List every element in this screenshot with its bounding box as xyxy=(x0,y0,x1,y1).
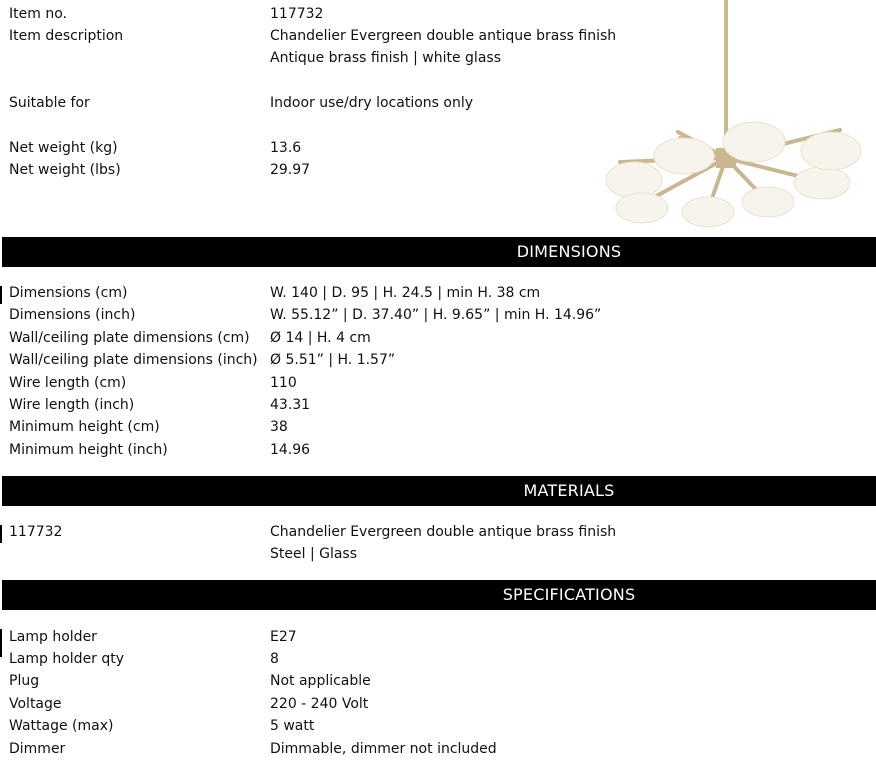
dimensions-value: 110 xyxy=(270,375,297,391)
net-weight-lbs-label: Net weight (lbs) xyxy=(9,162,121,178)
dimensions-value: Ø 5.51” | H. 1.57” xyxy=(270,352,396,368)
chandelier-product-image xyxy=(600,0,870,235)
dimensions-value: 43.31 xyxy=(270,397,311,413)
dimensions-value: 38 xyxy=(270,419,288,435)
dimensions-label: Wire length (cm) xyxy=(9,375,127,391)
spec-value: Dimmable, dimmer not included xyxy=(270,741,497,757)
specifications-title: SPECIFICATIONS xyxy=(502,585,636,604)
spec-label: Wattage (max) xyxy=(9,718,114,734)
item-description-label: Item description xyxy=(9,28,124,44)
dimensions-marker xyxy=(0,286,2,304)
dimensions-header-bar xyxy=(2,237,876,267)
dimensions-value: Ø 14 | H. 4 cm xyxy=(270,330,371,346)
item-description-line-1: Chandelier Evergreen double antique brass finish xyxy=(270,28,617,44)
materials-line-2: Steel | Glass xyxy=(270,546,358,562)
dimensions-label: Dimensions (cm) xyxy=(9,285,128,301)
materials-item-label: 117732 xyxy=(9,524,63,540)
net-weight-lbs-value: 29.97 xyxy=(270,162,311,178)
spec-value: 5 watt xyxy=(270,718,315,734)
spec-value: 8 xyxy=(270,651,279,667)
dimensions-label: Wall/ceiling plate dimensions (cm) xyxy=(9,330,250,346)
suspension-rod xyxy=(724,0,728,150)
specifications-header-bar xyxy=(2,580,876,610)
dimensions-value: W. 55.12” | D. 37.40” | H. 9.65” | min H. 14.96” xyxy=(270,307,602,323)
spec-value: 220 - 240 Volt xyxy=(270,696,369,712)
glass-globes xyxy=(606,122,861,227)
materials-line-1: Chandelier Evergreen double antique brass finish xyxy=(270,524,617,540)
item-no-value: 117732 xyxy=(270,6,324,22)
spec-label: Voltage xyxy=(9,696,62,712)
dimensions-label: Minimum height (inch) xyxy=(9,442,168,458)
spec-label: Dimmer xyxy=(9,741,66,757)
spec-label: Lamp holder xyxy=(9,629,97,645)
dimensions-label: Dimensions (inch) xyxy=(9,307,136,323)
net-weight-kg-value: 13.6 xyxy=(270,140,302,156)
dimensions-label: Minimum height (cm) xyxy=(9,419,160,435)
specifications-marker xyxy=(0,629,2,657)
materials-marker xyxy=(0,525,2,543)
net-weight-kg-label: Net weight (kg) xyxy=(9,140,118,156)
dimensions-label: Wall/ceiling plate dimensions (inch) xyxy=(9,352,258,368)
spec-value: E27 xyxy=(270,629,297,645)
spec-label: Lamp holder qty xyxy=(9,651,125,667)
materials-title: MATERIALS xyxy=(523,481,615,500)
dimensions-value: W. 140 | D. 95 | H. 24.5 | min H. 38 cm xyxy=(270,285,541,301)
dimensions-value: 14.96 xyxy=(270,442,311,458)
dimensions-label: Wire length (inch) xyxy=(9,397,135,413)
materials-header-bar xyxy=(2,476,876,506)
item-no-label: Item no. xyxy=(9,6,67,22)
spec-label: Plug xyxy=(9,673,40,689)
item-description-line-2: Antique brass finish | white glass xyxy=(270,50,501,66)
dimensions-title: DIMENSIONS xyxy=(516,242,622,261)
spec-value: Not applicable xyxy=(270,673,371,689)
suitable-for-label: Suitable for xyxy=(9,95,90,111)
suitable-for-value: Indoor use/dry locations only xyxy=(270,95,474,111)
